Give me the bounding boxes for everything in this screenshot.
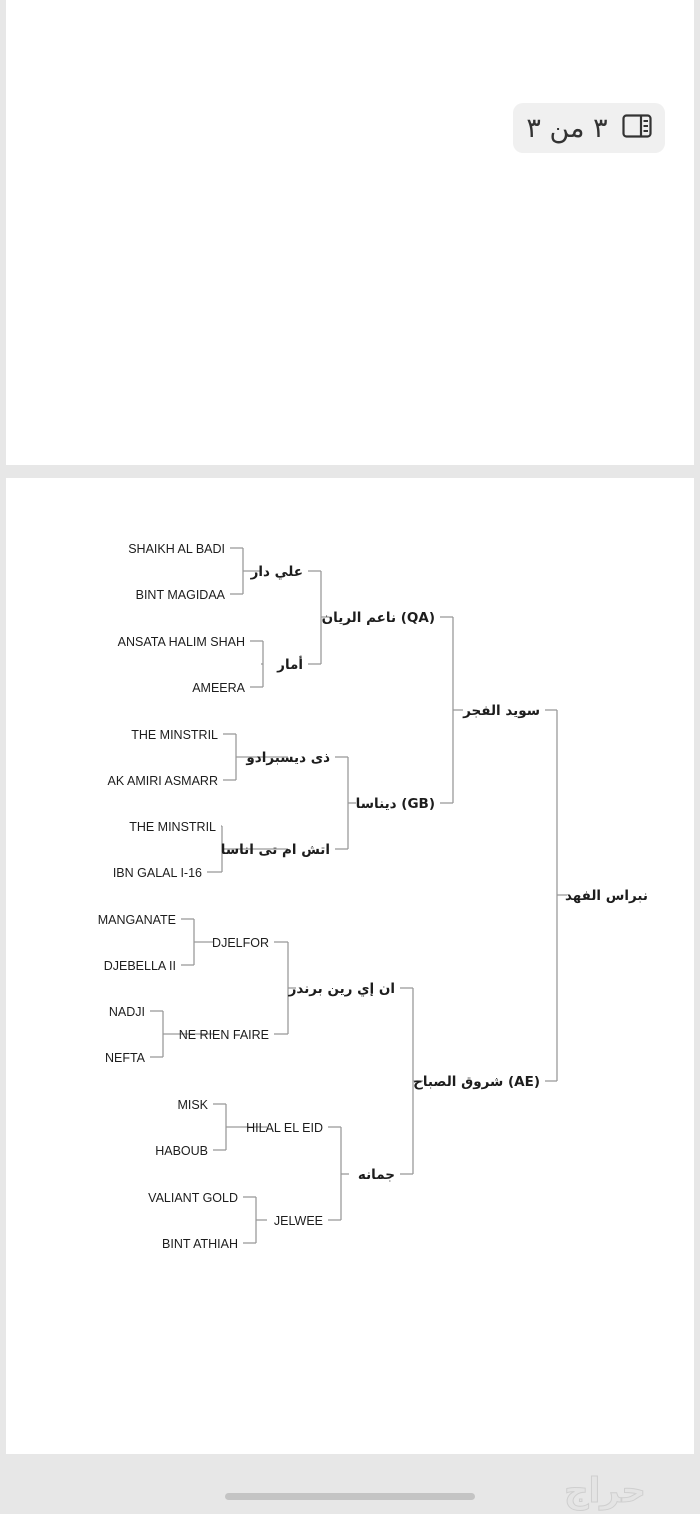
ancestor-label: HILAL EL EID xyxy=(246,1121,323,1135)
ancestor-label: JELWEE xyxy=(273,1214,323,1228)
image-counter-text: ٣ من ٣ xyxy=(526,112,608,144)
ancestor-label: THE MINSTRIL xyxy=(131,728,218,742)
ancestor-label: ان إي رين برندر xyxy=(288,981,395,997)
haraj-logo-text: حراج xyxy=(564,1471,646,1511)
parent-label: سويد الفجر xyxy=(463,703,540,719)
ancestor-label: NE RIEN FAIRE xyxy=(178,1028,269,1042)
ancestor-label: MISK xyxy=(177,1098,208,1112)
ancestor-label: أمار xyxy=(277,657,303,673)
ancestor-label: ANSATA HALIM SHAH xyxy=(117,635,245,649)
ancestor-label: MANGANATE xyxy=(97,913,176,927)
ancestor-label: SHAIKH AL BADI xyxy=(128,542,225,556)
ancestor-label: AK AMIRI ASMARR xyxy=(107,774,218,788)
ancestor-label: DJEBELLA II xyxy=(103,959,176,973)
ancestor-label: علي دار xyxy=(250,564,303,580)
parent-label: شروق الصباح (AE) xyxy=(413,1074,540,1090)
ancestor-label: NEFTA xyxy=(104,1051,145,1065)
ancestor-label: DJELFOR xyxy=(212,936,269,950)
ancestor-label: IBN GALAL I-16 xyxy=(112,866,202,880)
ancestor-label: جمانه xyxy=(357,1167,395,1183)
home-indicator[interactable] xyxy=(225,1493,475,1500)
ancestor-label: ناعم الريان (QA) xyxy=(321,610,435,626)
ancestor-label: BINT MAGIDAA xyxy=(135,588,225,602)
ancestor-label: ذى ديسبرادو xyxy=(246,750,330,766)
ancestor-label: ديناسا (GB) xyxy=(355,796,435,812)
ancestor-label: HABOUB xyxy=(155,1144,208,1158)
haraj-logo xyxy=(510,1468,690,1514)
ancestor-label: اتش ام تى اناسا xyxy=(220,842,330,858)
ancestor-label: THE MINSTRIL xyxy=(129,820,216,834)
ancestor-label: AMEERA xyxy=(192,681,245,695)
ancestor-label: VALIANT GOLD xyxy=(148,1191,238,1205)
subject-horse-label: نبراس الفهد xyxy=(564,888,648,904)
ancestor-label: NADJI xyxy=(108,1005,145,1019)
ancestor-label: BINT ATHIAH xyxy=(162,1237,238,1251)
